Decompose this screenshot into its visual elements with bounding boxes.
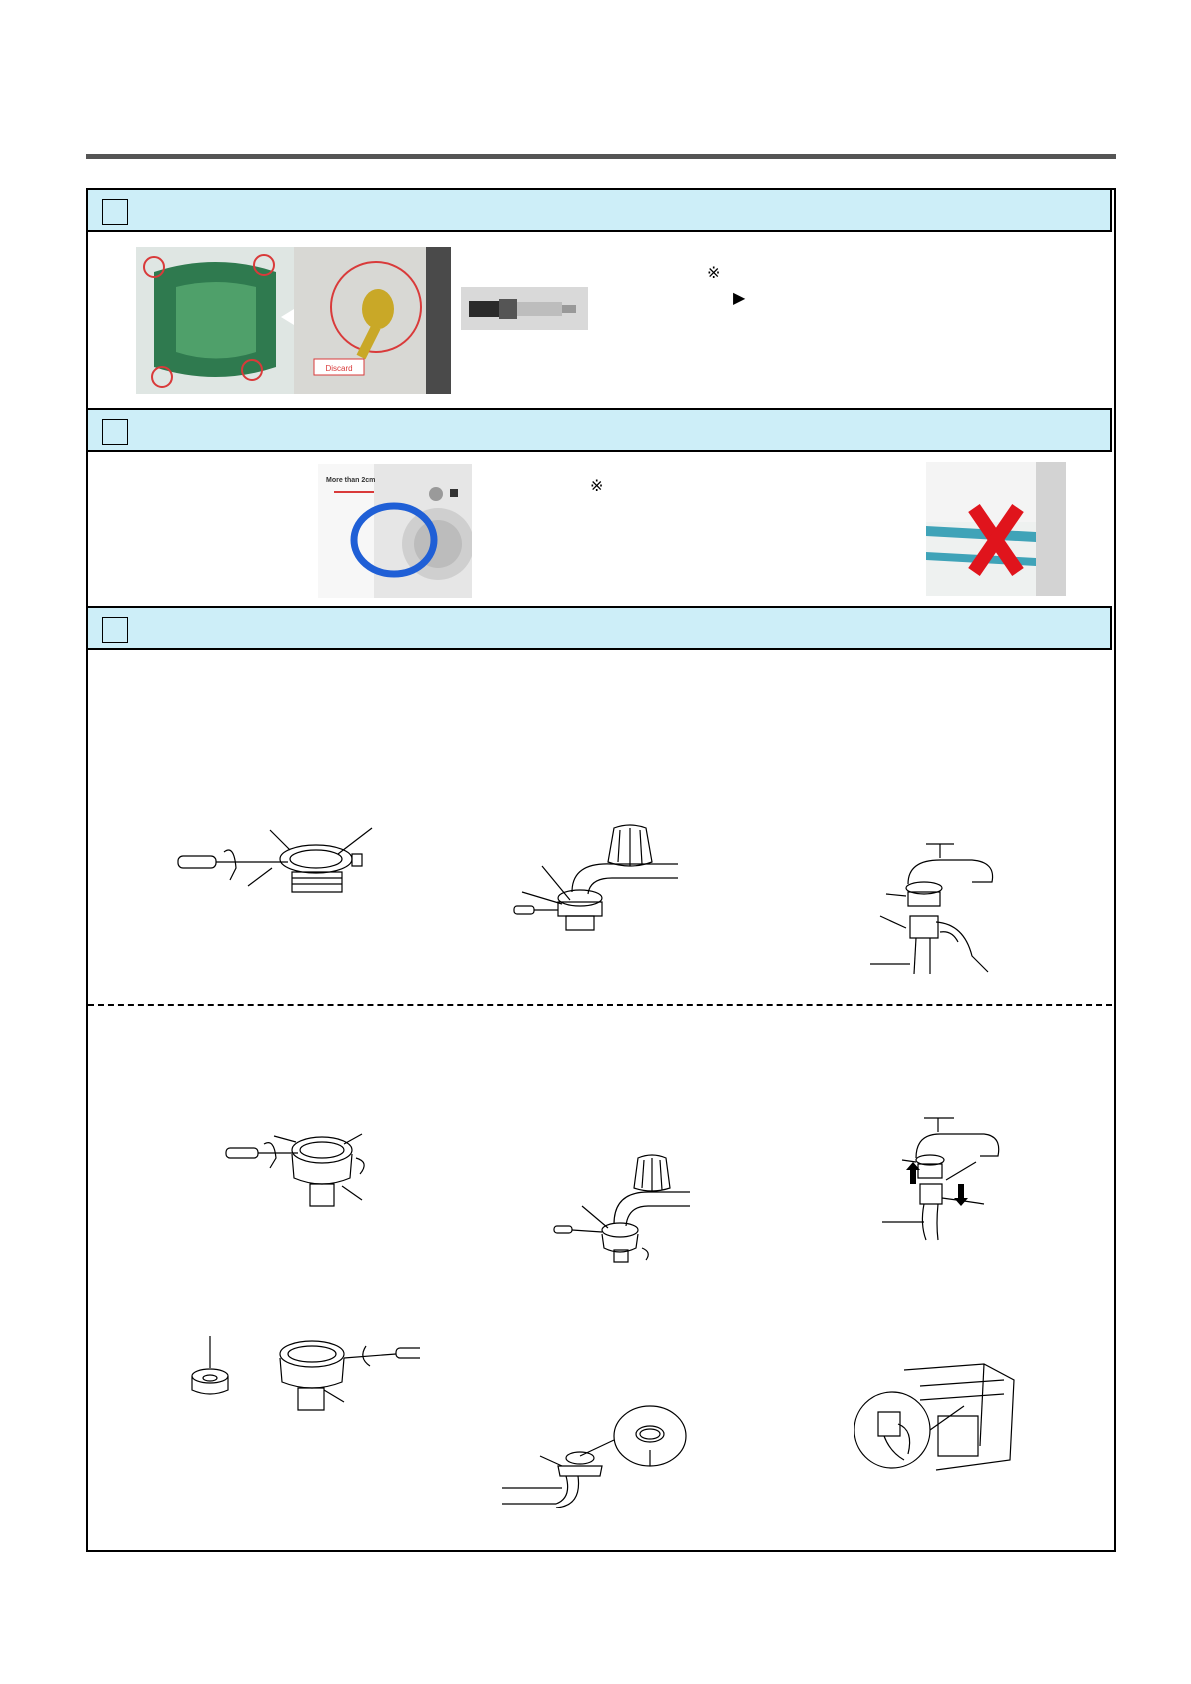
bolt-photo <box>461 287 588 330</box>
section-1-number-box <box>102 199 128 225</box>
wrong-installation-illustration <box>926 462 1066 596</box>
shipping-bolts-photo <box>136 247 451 394</box>
shipping-bolts-illustration <box>136 247 451 394</box>
hose-clearance-illustration <box>318 464 472 598</box>
faucet-adapter-drawing <box>552 1152 692 1264</box>
faucet-connector-drawing <box>512 822 682 940</box>
section-2-number-box <box>102 419 128 445</box>
bolt-illustration <box>461 287 588 330</box>
faucet-hose-attach-drawing <box>868 838 998 978</box>
section-1-arrow-mark: ▶ <box>733 290 746 307</box>
clearance-label: More than 2cm <box>326 477 376 484</box>
adapter-screw-drawing <box>224 1128 384 1220</box>
hose-push-drawing <box>880 1114 1004 1242</box>
wrong-installation-photo <box>926 462 1066 596</box>
inlet-washer-drawing <box>500 1400 690 1508</box>
discard-tag: Discard <box>325 364 353 373</box>
section-2-note-mark: ※ <box>590 478 604 495</box>
hose-clearance-photo <box>318 464 472 598</box>
section-3-divider <box>88 1004 1112 1006</box>
adapter-parts-drawing <box>190 1332 420 1422</box>
machine-inlet-drawing <box>854 1360 1020 1478</box>
top-rule <box>86 154 1116 159</box>
section-2-header <box>86 408 1112 452</box>
section-1-note-mark: ※ <box>707 265 721 282</box>
section-3-number-box <box>102 617 128 643</box>
section-3-header <box>86 606 1112 650</box>
connector-screw-drawing <box>176 824 382 910</box>
section-1-header <box>86 188 1112 232</box>
